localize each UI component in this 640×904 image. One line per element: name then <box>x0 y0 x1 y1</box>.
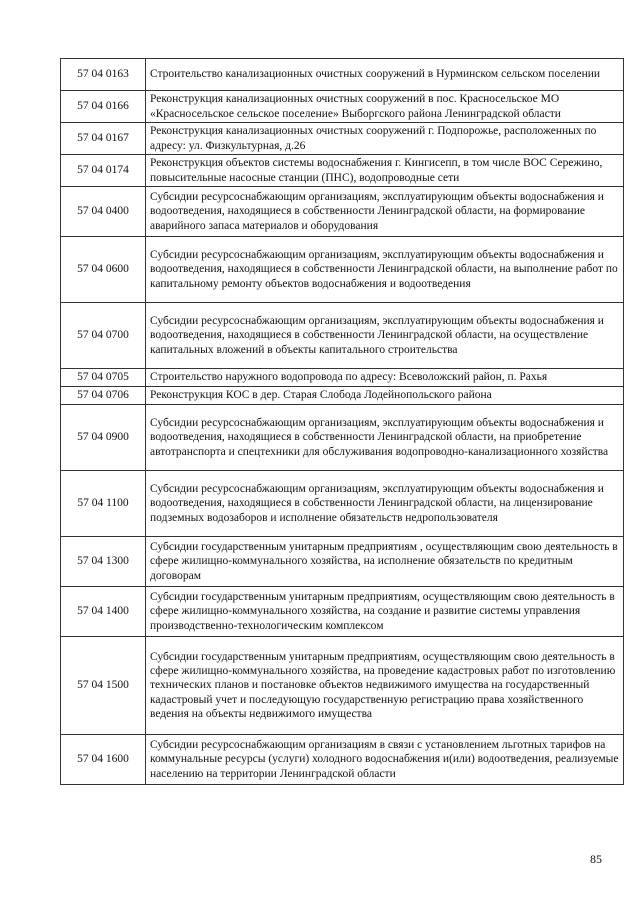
table-row <box>61 405 624 471</box>
row-code: 57 04 0706 <box>61 387 146 405</box>
row-description: Субсидии ресурсоснабжающим организациям, эксплуатирующим объекты водоснабжения и водоотведения, находящиеся в собственности Ленинградской области, на осуществление капитальных вложений в объекты капитального строительства <box>146 303 624 369</box>
row-description: Субсидии ресурсоснабжающим организациям в связи с установлением льготных тарифов на коммунальные ресурсы (услуги) холодного водоснабжения и(или) водоотведения, реализуемые населению на территории Ленинградской области <box>146 735 624 785</box>
row-code: 57 04 0700 <box>61 303 146 369</box>
table-row <box>61 303 624 369</box>
table-row <box>61 735 624 785</box>
row-code: 57 04 1100 <box>61 471 146 537</box>
table-row <box>61 471 624 537</box>
table-row <box>61 123 624 155</box>
table-row <box>61 59 624 91</box>
budget-codes-table <box>60 58 624 785</box>
row-description: Реконструкция канализационных очистных сооружений г. Подпорожье, расположенных по адресу: ул. Физкультурная, д.26 <box>146 123 624 155</box>
table-row <box>61 155 624 187</box>
row-code: 57 04 1400 <box>61 587 146 637</box>
row-description: Реконструкция КОС в дер. Старая Слобода Лодейнопольского района <box>146 387 624 405</box>
row-code: 57 04 0167 <box>61 123 146 155</box>
table-row <box>61 637 624 735</box>
row-code: 57 04 0174 <box>61 155 146 187</box>
table-row <box>61 369 624 387</box>
table-row <box>61 387 624 405</box>
table-row <box>61 587 624 637</box>
row-description: Субсидии ресурсоснабжающим организациям, эксплуатирующим объекты водоснабжения и водоотведения, находящиеся в собственности Ленинградской области, на выполнение работ по капитальному ремонту объектов водоснабжения и водоотведения <box>146 237 624 303</box>
row-code: 57 04 1300 <box>61 537 146 587</box>
row-description: Строительство канализационных очистных сооружений в Нурминском сельском поселении <box>146 59 624 91</box>
row-description: Реконструкция канализационных очистных сооружений в пос. Красносельское МО «Красносельское сельское поселение» Выборгского района Ленинградской области <box>146 91 624 123</box>
row-code: 57 04 0400 <box>61 187 146 237</box>
row-description: Субсидии государственным унитарным предприятиям, осуществляющим свою деятельность в сфере жилищно-коммунального хозяйства, на создание и развитие системы управления производственно-технологическим комплексом <box>146 587 624 637</box>
row-description: Субсидии государственным унитарным предприятиям, осуществляющим свою деятельность в сфере жилищно-коммунального хозяйства, на проведение кадастровых работ по изготовлению технических планов и постановке объектов недвижимого имущества на государственный кадастровый учет и последующую государственную регистрацию права хозяйственного ведения на объекты недвижимого имущества <box>146 637 624 735</box>
row-description: Строительство наружного водопровода по адресу: Всеволожский район, п. Рахья <box>146 369 624 387</box>
row-description: Субсидии ресурсоснабжающим организациям, эксплуатирующим объекты водоснабжения и водоотведения, находящиеся в собственности Ленинградской области, на приобретение автотранспорта и спецтехники для обслуживания водопроводно-канализационного хозяйства <box>146 405 624 471</box>
row-code: 57 04 0900 <box>61 405 146 471</box>
row-description: Субсидии государственным унитарным предприятиям , осуществляющим свою деятельность в сфере жилищно-коммунального хозяйства, на исполнение обязательств по кредитным договорам <box>146 537 624 587</box>
table-body <box>61 59 624 785</box>
row-code: 57 04 0163 <box>61 59 146 91</box>
table-row <box>61 537 624 587</box>
row-description: Реконструкция объектов системы водоснабжения г. Кингисепп, в том числе ВОС Сережино, повысительные насосные станции (ПНС), водопроводные сети <box>146 155 624 187</box>
row-code: 57 04 0600 <box>61 237 146 303</box>
row-code: 57 04 0166 <box>61 91 146 123</box>
row-description: Субсидии ресурсоснабжающим организациям, эксплуатирующим объекты водоснабжения и водоотведения, находящиеся в собственности Ленинградской области, на формирование аварийного запаса материалов и оборудования <box>146 187 624 237</box>
row-code: 57 04 0705 <box>61 369 146 387</box>
table-row <box>61 187 624 237</box>
page-number: 85 <box>590 852 602 866</box>
row-code: 57 04 1600 <box>61 735 146 785</box>
table-row <box>61 91 624 123</box>
table-row <box>61 237 624 303</box>
row-description: Субсидии ресурсоснабжающим организациям, эксплуатирующим объекты водоснабжения и водоотведения, находящиеся в собственности Ленинградской области, на лицензирование подземных водозаборов и исполнение обязательств недропользователя <box>146 471 624 537</box>
row-code: 57 04 1500 <box>61 637 146 735</box>
